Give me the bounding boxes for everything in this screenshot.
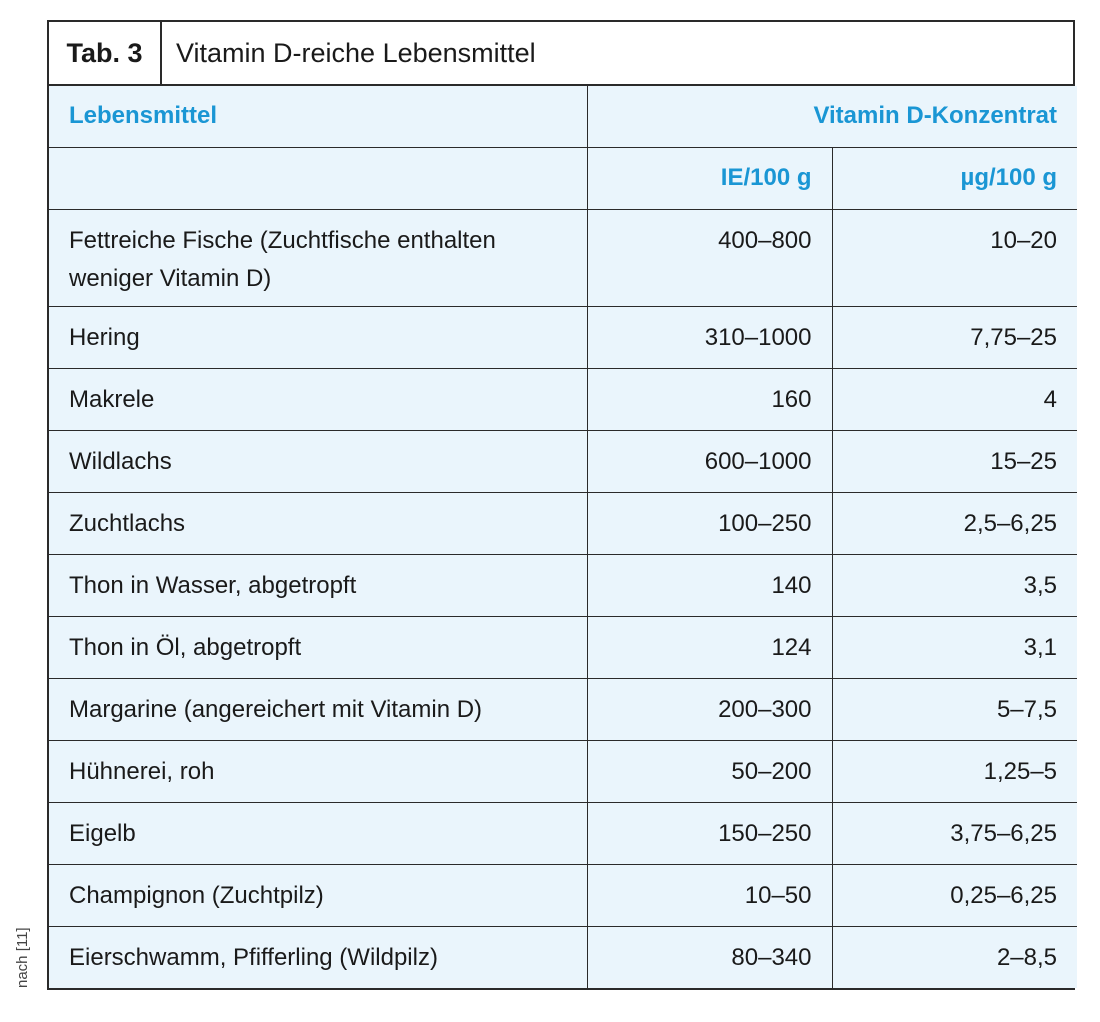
ie-cell: 310–1000 [587, 306, 832, 368]
table-row [49, 864, 1077, 926]
column-header-ug: µg/100 g [832, 147, 1077, 209]
ug-cell: 15–25 [832, 430, 1077, 492]
table-row [49, 368, 1077, 430]
table-row [49, 554, 1077, 616]
table-row [49, 492, 1077, 554]
table-title-row [49, 22, 1073, 86]
food-cell: Fettreiche Fische (Zuchtfische enthalten weniger Vitamin D) [49, 209, 587, 306]
food-cell: Makrele [49, 368, 587, 430]
ug-cell: 2,5–6,25 [832, 492, 1077, 554]
food-cell: Margarine (angereichert mit Vitamin D) [49, 678, 587, 740]
ie-cell: 124 [587, 616, 832, 678]
table-row [49, 430, 1077, 492]
food-cell: Hühnerei, roh [49, 740, 587, 802]
ie-cell: 600–1000 [587, 430, 832, 492]
ug-cell: 3,1 [832, 616, 1077, 678]
ug-cell: 5–7,5 [832, 678, 1077, 740]
table-frame [47, 20, 1075, 990]
ie-cell: 400–800 [587, 209, 832, 306]
table-title: Vitamin D-reiche Lebensmittel [176, 37, 536, 68]
table-row [49, 802, 1077, 864]
vitamin-d-table [49, 86, 1077, 988]
table-body [49, 209, 1077, 988]
ie-cell: 10–50 [587, 864, 832, 926]
food-cell: Wildlachs [49, 430, 587, 492]
source-note: nach [11] [14, 927, 31, 988]
ie-cell: 140 [587, 554, 832, 616]
ug-cell: 2–8,5 [832, 926, 1077, 988]
table-row [49, 616, 1077, 678]
column-header-ie: IE/100 g [587, 147, 832, 209]
ug-cell: 3,75–6,25 [832, 802, 1077, 864]
food-cell: Hering [49, 306, 587, 368]
food-cell: Thon in Öl, abgetropft [49, 616, 587, 678]
table-row [49, 678, 1077, 740]
ie-cell: 100–250 [587, 492, 832, 554]
ie-cell: 150–250 [587, 802, 832, 864]
table-row [49, 209, 1077, 306]
food-cell: Eierschwamm, Pfifferling (Wildpilz) [49, 926, 587, 988]
table-number: Tab. 3 [49, 22, 162, 84]
food-cell: Zuchtlachs [49, 492, 587, 554]
food-cell: Champignon (Zuchtpilz) [49, 864, 587, 926]
food-cell: Thon in Wasser, abgetropft [49, 554, 587, 616]
table-row [49, 740, 1077, 802]
ug-cell: 1,25–5 [832, 740, 1077, 802]
column-header-food: Lebensmittel [49, 86, 587, 147]
ug-cell: 4 [832, 368, 1077, 430]
ug-cell: 10–20 [832, 209, 1077, 306]
column-header-concentrate: Vitamin D-Konzentrat [587, 86, 1077, 147]
ug-cell: 7,75–25 [832, 306, 1077, 368]
ie-cell: 50–200 [587, 740, 832, 802]
ug-cell: 0,25–6,25 [832, 864, 1077, 926]
table-row [49, 926, 1077, 988]
ie-cell: 200–300 [587, 678, 832, 740]
column-header-empty [49, 147, 587, 209]
table-row [49, 306, 1077, 368]
ie-cell: 160 [587, 368, 832, 430]
food-cell: Eigelb [49, 802, 587, 864]
ug-cell: 3,5 [832, 554, 1077, 616]
ie-cell: 80–340 [587, 926, 832, 988]
